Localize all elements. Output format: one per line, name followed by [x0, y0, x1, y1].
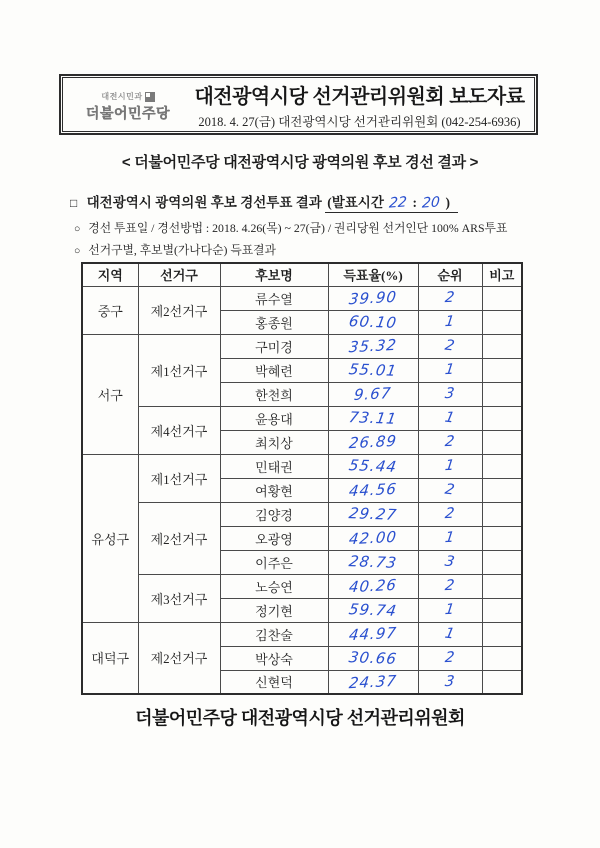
handwritten-hour: 22	[388, 194, 408, 212]
note-cell	[482, 430, 522, 454]
rank-cell	[418, 550, 482, 574]
note-cell	[482, 598, 522, 622]
table-row	[82, 502, 522, 526]
handwritten-pct: 55.01	[347, 360, 399, 380]
candidate-name: 노승연	[220, 574, 328, 598]
primary-results-table	[81, 262, 523, 695]
region-cell: 서구	[82, 334, 138, 454]
candidate-name: 박혜련	[220, 358, 328, 382]
candidate-name: 신현덕	[220, 670, 328, 694]
handwritten-rank: 2	[444, 433, 456, 451]
handwritten-pct: 9.67	[353, 383, 393, 405]
note-cell	[482, 358, 522, 382]
district-cell: 제1선거구	[138, 334, 220, 406]
handwritten-pct: 44.97	[348, 623, 398, 645]
party-logo-mark-icon	[145, 92, 155, 102]
handwritten-rank: 1	[444, 601, 456, 619]
press-header-text	[193, 80, 534, 130]
handwritten-rank: 2	[444, 505, 456, 523]
vote-pct-cell	[328, 310, 418, 334]
handwritten-rank: 3	[444, 385, 456, 403]
rank-cell	[418, 502, 482, 526]
rank-cell	[418, 406, 482, 430]
table-row	[82, 574, 522, 598]
candidate-name: 한천희	[220, 382, 328, 406]
col-header-candidate: 후보명	[220, 263, 328, 286]
note-cell	[482, 550, 522, 574]
vote-pct-cell	[328, 622, 418, 646]
rank-cell	[418, 478, 482, 502]
handwritten-pct: 29.27	[347, 504, 399, 524]
circle-bullet-icon: ○	[74, 246, 81, 257]
note-cell	[482, 502, 522, 526]
rank-cell	[418, 574, 482, 598]
note-cell	[482, 646, 522, 670]
candidate-name: 여황현	[220, 478, 328, 502]
handwritten-rank: 3	[444, 673, 456, 690]
rank-cell	[418, 526, 482, 550]
note-cell	[482, 310, 522, 334]
vote-pct-cell	[328, 646, 418, 670]
handwritten-rank: 1	[443, 409, 457, 427]
vote-pct-cell	[328, 478, 418, 502]
vote-pct-cell	[328, 526, 418, 550]
vote-pct-cell	[328, 406, 418, 430]
rank-cell	[418, 598, 482, 622]
candidate-name: 윤용대	[220, 406, 328, 430]
candidate-name: 구미경	[220, 334, 328, 358]
handwritten-pct: 55.44	[347, 456, 399, 476]
handwritten-rank: 1	[443, 625, 457, 643]
candidate-name: 김찬술	[220, 622, 328, 646]
note-cell	[482, 334, 522, 358]
vote-pct-cell	[328, 502, 418, 526]
party-logo-name: 더불어민주당	[85, 104, 171, 121]
note-vote-method	[74, 219, 507, 236]
announce-time-colon: :	[412, 195, 417, 210]
press-header-box	[59, 74, 538, 135]
note-cell	[482, 382, 522, 406]
handwritten-pct: 60.10	[347, 312, 399, 332]
candidate-name: 정기현	[220, 598, 328, 622]
candidate-name: 류수열	[220, 286, 328, 310]
col-header-district: 선거구	[138, 263, 220, 286]
handwritten-pct: 44.56	[348, 479, 398, 501]
district-cell: 제1선거구	[138, 454, 220, 502]
rank-cell	[418, 310, 482, 334]
region-cell: 유성구	[82, 454, 138, 622]
note-cell	[482, 526, 522, 550]
announce-time-close: )	[445, 195, 451, 210]
note-cell	[482, 286, 522, 310]
handwritten-pct: 28.73	[347, 552, 399, 572]
handwritten-pct: 40.26	[348, 575, 398, 597]
rank-cell	[418, 646, 482, 670]
vote-pct-cell	[328, 598, 418, 622]
announce-time-label: (발표시간	[327, 195, 384, 210]
vote-pct-cell	[328, 286, 418, 310]
result-section-text: 대전광역시 광역의원 후보 경선투표 결과	[86, 195, 322, 210]
col-header-pct: 득표율(%)	[328, 263, 418, 286]
note-cell	[482, 406, 522, 430]
district-cell: 제3선거구	[138, 574, 220, 622]
handwritten-rank: 2	[443, 481, 457, 499]
rank-cell	[418, 670, 482, 694]
rank-cell	[418, 286, 482, 310]
handwritten-minute: 20	[421, 194, 441, 212]
table-row	[82, 406, 522, 430]
candidate-name: 이주은	[220, 550, 328, 574]
note-result-order	[74, 241, 276, 258]
table-row	[82, 622, 522, 646]
square-bullet-icon: □	[70, 196, 78, 210]
note-cell	[482, 574, 522, 598]
vote-pct-cell	[328, 574, 418, 598]
district-cell: 제4선거구	[138, 406, 220, 454]
vote-pct-cell	[328, 334, 418, 358]
handwritten-rank: 1	[444, 313, 456, 331]
note-cell	[482, 622, 522, 646]
handwritten-rank: 2	[444, 577, 456, 595]
candidate-name: 오광영	[220, 526, 328, 550]
rank-cell	[418, 622, 482, 646]
handwritten-rank: 3	[443, 553, 457, 571]
note-result-order-text: 선거구별, 후보별(가나다순) 득표결과	[88, 243, 276, 257]
rank-cell	[418, 382, 482, 406]
table-header-row	[82, 263, 522, 286]
note-cell	[482, 670, 522, 694]
handwritten-pct: 73.11	[347, 408, 399, 428]
vote-pct-cell	[328, 382, 418, 406]
col-header-note: 비고	[482, 263, 522, 286]
vote-pct-cell	[328, 454, 418, 478]
handwritten-pct: 59.74	[347, 600, 399, 620]
handwritten-rank: 1	[444, 457, 456, 475]
circle-bullet-icon: ○	[74, 224, 81, 235]
rank-cell	[418, 358, 482, 382]
col-header-rank: 순위	[418, 263, 482, 286]
district-cell: 제2선거구	[138, 286, 220, 334]
handwritten-pct: 24.37	[348, 671, 398, 693]
district-cell: 제2선거구	[138, 622, 220, 694]
candidate-name: 김양경	[220, 502, 328, 526]
rank-cell	[418, 430, 482, 454]
vote-pct-cell	[328, 430, 418, 454]
handwritten-rank: 1	[444, 361, 456, 379]
party-logo-slogan	[63, 91, 193, 102]
handwritten-rank: 2	[443, 337, 457, 355]
rank-cell	[418, 454, 482, 478]
region-cell: 대덕구	[82, 622, 138, 694]
vote-pct-cell	[328, 670, 418, 694]
handwritten-pct: 26.89	[348, 431, 398, 453]
candidate-name: 박상숙	[220, 646, 328, 670]
document-subject: < 더불어민주당 대전광역시당 광역의원 후보 경선 결과 >	[121, 154, 479, 171]
region-cell: 중구	[82, 286, 138, 334]
vote-pct-cell	[328, 358, 418, 382]
handwritten-rank: 2	[444, 649, 456, 667]
candidate-name: 홍종원	[220, 310, 328, 334]
handwritten-pct: 30.66	[347, 648, 399, 668]
party-logo	[63, 87, 193, 123]
table-row	[82, 334, 522, 358]
press-title: 대전광역시당 선거관리위원회 보도자료	[194, 85, 525, 108]
table-row	[82, 286, 522, 310]
table-row	[82, 454, 522, 478]
handwritten-pct: 42.00	[348, 527, 398, 549]
rank-cell	[418, 334, 482, 358]
handwritten-pct: 39.90	[348, 287, 398, 309]
press-dateline: 2018. 4. 27(금) 대전광역시당 선거관리위원회 (042-254-6936)	[198, 114, 521, 129]
note-cell	[482, 478, 522, 502]
note-cell	[482, 454, 522, 478]
handwritten-rank: 1	[444, 529, 456, 547]
press-header-inner	[62, 77, 535, 132]
candidate-name: 민태권	[220, 454, 328, 478]
candidate-name: 최치상	[220, 430, 328, 454]
col-header-region: 지역	[82, 263, 138, 286]
handwritten-pct: 35.32	[348, 335, 398, 357]
issuing-committee-signature: 더불어민주당 대전광역시당 선거관리위원회	[135, 708, 465, 728]
handwritten-rank: 2	[444, 289, 456, 307]
result-section-heading	[70, 191, 458, 211]
party-logo-slogan-text: 대전시민과	[101, 91, 143, 101]
announce-time-field	[325, 195, 458, 213]
note-vote-method-text: 경선 투표일 / 경선방법 : 2018. 4.26(목) ~ 27(금) / 권리당원 선거인단 100% ARS투표	[88, 221, 508, 235]
vote-pct-cell	[328, 550, 418, 574]
district-cell: 제2선거구	[138, 502, 220, 574]
